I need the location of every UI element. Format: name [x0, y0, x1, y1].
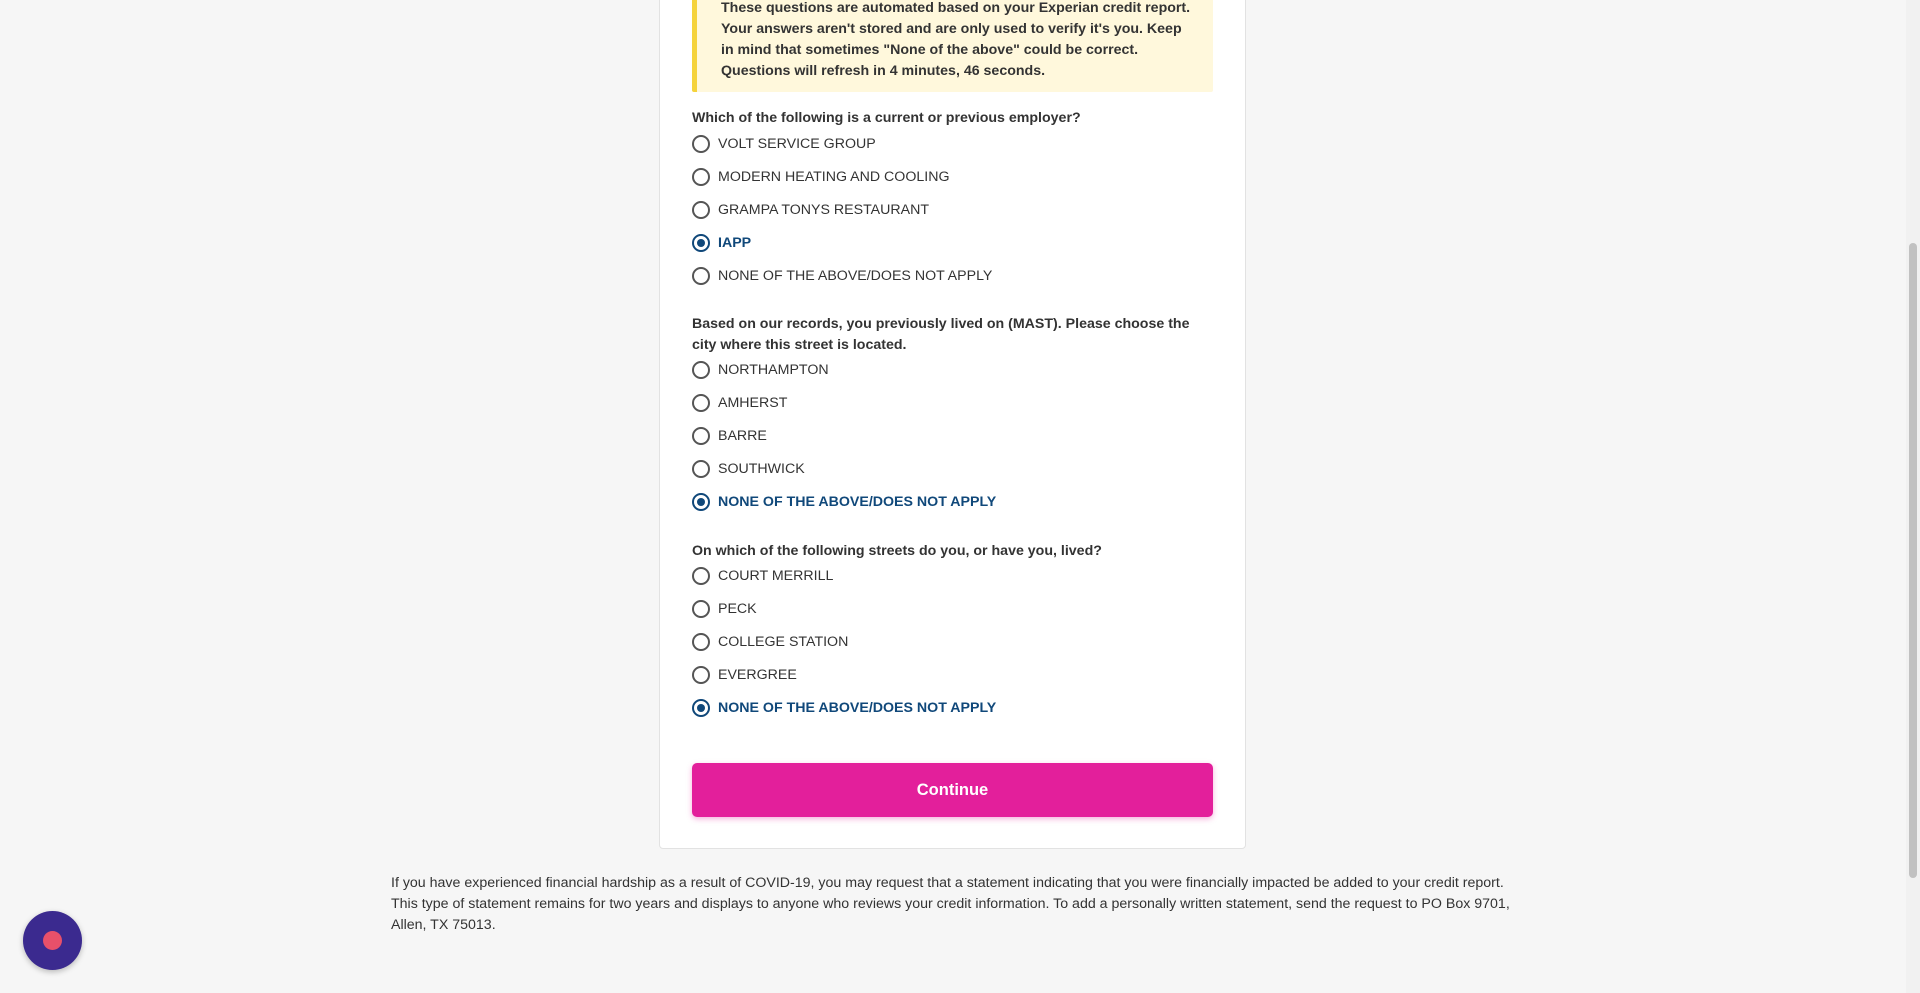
q2-option-4-label: SOUTHWICK — [718, 461, 805, 477]
q3-option-3-label: COLLEGE STATION — [718, 634, 849, 650]
q1-option-3-label: GRAMPA TONYS RESTAURANT — [718, 202, 930, 218]
q1-option-4[interactable] — [692, 231, 1092, 255]
q3-option-4[interactable] — [692, 663, 1092, 687]
q1-option-3[interactable] — [692, 198, 1092, 222]
q2-option-2[interactable] — [692, 391, 1092, 415]
q3-option-1-label: COURT MERRILL — [718, 568, 834, 584]
covid-hardship-statement: If you have experienced financial hardship as a result of COVID-19, you may request that a statement indicating that you were financially impacted be added to your credit report. This type of statement remains for two years and displays to anyone who reviews your credit information. To add a personally written statement, send the request to PO Box 9701, Allen, TX 75013. — [391, 875, 1510, 933]
radio-button-icon[interactable] — [692, 567, 710, 585]
radio-button-icon[interactable] — [692, 633, 710, 651]
radio-button-icon[interactable] — [692, 394, 710, 412]
radio-button-icon[interactable] — [692, 267, 710, 285]
q3-option-5[interactable] — [692, 696, 1092, 720]
chat-launcher-button[interactable] — [23, 911, 82, 970]
question-1-text: Which of the following is a current or previous employer? — [692, 110, 1081, 126]
radio-button-icon[interactable] — [692, 666, 710, 684]
q3-option-4-label: EVERGREE — [718, 667, 797, 683]
q2-option-1[interactable] — [692, 358, 1092, 382]
radio-button-selected-icon[interactable] — [692, 234, 710, 252]
q2-option-4[interactable] — [692, 457, 1092, 481]
question-3-text: On which of the following streets do you, or have you, lived? — [692, 543, 1102, 559]
continue-button[interactable]: Continue — [692, 763, 1213, 817]
q1-option-2[interactable] — [692, 165, 1092, 189]
radio-button-selected-icon[interactable] — [692, 699, 710, 717]
radio-button-icon[interactable] — [692, 201, 710, 219]
q2-option-5[interactable] — [692, 490, 1092, 514]
radio-button-icon[interactable] — [692, 600, 710, 618]
radio-button-icon[interactable] — [692, 168, 710, 186]
q2-option-3-label: BARRE — [718, 428, 767, 444]
q3-option-2-label: PECK — [718, 601, 757, 617]
q3-option-5-label: NONE OF THE ABOVE/DOES NOT APPLY — [718, 700, 997, 716]
q2-option-1-label: NORTHAMPTON — [718, 362, 829, 378]
radio-button-icon[interactable] — [692, 460, 710, 478]
q3-option-2[interactable] — [692, 597, 1092, 621]
question-2-text: Based on our records, you previously lived on (MAST). Please choose the city where this street is located. — [692, 316, 1190, 353]
q1-option-2-label: MODERN HEATING AND COOLING — [718, 169, 950, 185]
q1-option-5-label: NONE OF THE ABOVE/DOES NOT APPLY — [718, 268, 993, 284]
radio-button-icon[interactable] — [692, 427, 710, 445]
automated-questions-notice — [692, 0, 1213, 92]
radio-button-selected-icon[interactable] — [692, 493, 710, 511]
q1-option-1[interactable] — [692, 132, 1092, 156]
q1-option-4-label: IAPP — [718, 235, 752, 251]
page-scrollbar[interactable] — [1906, 0, 1920, 993]
q1-option-5[interactable] — [692, 264, 1092, 288]
q3-option-3[interactable] — [692, 630, 1092, 654]
q2-option-3[interactable] — [692, 424, 1092, 448]
notice-text: These questions are automated based on your Experian credit report. Your answers aren't stored and are only used to verify it's you. Keep in mind that sometimes "None of the above" could be correct. Questions will refresh in 4 minutes, 46 seconds. — [721, 0, 1191, 79]
q2-option-2-label: AMHERST — [718, 395, 788, 411]
chat-bubble-icon — [43, 931, 62, 950]
scrollbar-thumb[interactable] — [1909, 243, 1917, 878]
q2-option-5-label: NONE OF THE ABOVE/DOES NOT APPLY — [718, 494, 997, 510]
q3-option-1[interactable] — [692, 564, 1092, 588]
q1-option-1-label: VOLT SERVICE GROUP — [718, 136, 876, 152]
radio-button-icon[interactable] — [692, 135, 710, 153]
radio-button-icon[interactable] — [692, 361, 710, 379]
